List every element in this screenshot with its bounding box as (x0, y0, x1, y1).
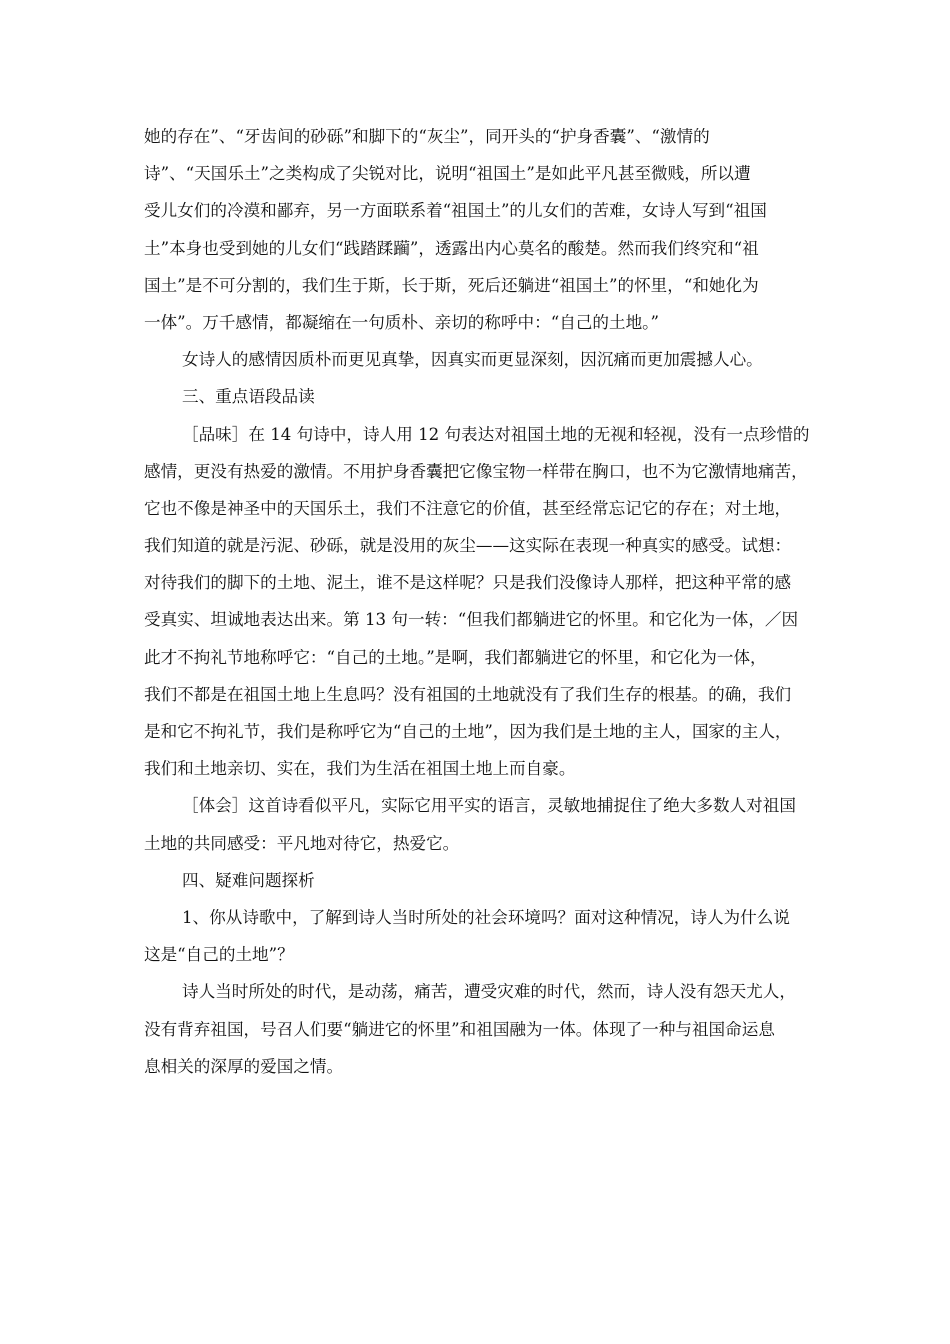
paragraph (144, 899, 808, 973)
text-line: 土”本身也受到她的儿女们“践踏蹂躏”，透露出内心莫名的酸楚。然而我们终究和“祖 (144, 238, 759, 258)
text-line: 土地的共同感受：平凡地对待它，热爱它。 (144, 833, 460, 853)
text-line: 息相关的深厚的爱国之情。 (144, 1056, 344, 1076)
text-line: 1、你从诗歌中，了解到诗人当时所处的社会环境吗？面对这种情况，诗人为什么说 (182, 907, 790, 927)
text-line: 女诗人的感情因质朴而更见真挚，因真实而更显深刻，因沉痛而更加震撼人心。 (182, 350, 763, 370)
text-line: 是和它不拘礼节，我们是称呼它为“自己的土地”，因为我们是土地的主人，国家的主人， (144, 722, 792, 741)
paragraph (144, 378, 808, 415)
paragraph (144, 787, 808, 861)
text-line: 我们不都是在祖国土地上生息吗？没有祖国的土地就没有了我们生存的根基。的确，我们 (144, 684, 792, 704)
text-line: 感情，更没有热爱的激情。不用护身香囊把它像宝物一样带在胸口，也不为它激情地痛苦， (144, 461, 808, 481)
paragraph (144, 416, 808, 788)
paragraph (144, 341, 808, 378)
text-line: 对待我们的脚下的土地、泥土，谁不是这样呢？只是我们没像诗人那样，把这种平常的感 (144, 573, 792, 593)
text-line: 我们和土地亲切、实在，我们为生活在祖国土地上而自豪。 (144, 759, 576, 779)
text-line: 受真实、坦诚地表达出来。第 13 句一转：“但我们都躺进它的怀里。和它化为一体，／因 (144, 610, 799, 630)
text-line: 诗”、“天国乐土”之类构成了尖锐对比，说明“祖国土”是如此平凡甚至微贱，所以遭 (144, 164, 751, 184)
text-line: 受儿女们的冷漠和鄙弃，另一方面联系着“祖国土”的儿女们的苦难，女诗人写到“祖国 (144, 201, 767, 221)
text-line: 它也不像是神圣中的天国乐土，我们不注意它的价值，甚至经常忘记它的存在；对土地， (144, 498, 792, 518)
paragraph (144, 118, 808, 341)
text-line: 没有背弃祖国，号召人们要“躺进它的怀里”和祖国融为一体。体现了一种与祖国命运息 (144, 1019, 775, 1039)
text-line: 四、疑难问题探析 (182, 870, 315, 890)
text-line: 这是“自己的土地”？ (144, 945, 294, 965)
text-line: 三、重点语段品读 (182, 387, 315, 407)
text-line: ［体会］这首诗看似平凡，实际它用平实的语言，灵敏地捕捉住了绝大多数人对祖国 (182, 796, 796, 816)
text-line: 她的存在”、“牙齿间的砂砾”和脚下的“灰尘”，同开头的“护身香囊”、“激情的 (144, 127, 710, 146)
text-line: 诗人当时所处的时代，是动荡，痛苦，遭受灾难的时代，然而，诗人没有怨天尤人， (182, 982, 796, 1002)
paragraph (144, 862, 808, 899)
text-line: 我们知道的就是污泥、砂砾，就是没用的灰尘——这实际在表现一种真实的感受。试想： (144, 536, 792, 556)
text-line: 一体”。万千感情，都凝缩在一句质朴、亲切的称呼中：“自己的土地。” (144, 312, 659, 332)
text-line: 国土”是不可分割的，我们生于斯，长于斯，死后还躺进“祖国土”的怀里，“和她化为 (144, 275, 759, 295)
text-line: 此才不拘礼节地称呼它：“自己的土地。”是啊，我们都躺进它的怀里，和它化为一体， (144, 647, 767, 667)
text-line: ［品味］在 14 句诗中，诗人用 12 句表达对祖国土地的无视和轻视，没有一点珍惜的 (182, 424, 810, 444)
document-body (144, 118, 808, 1085)
paragraph (144, 973, 808, 1085)
